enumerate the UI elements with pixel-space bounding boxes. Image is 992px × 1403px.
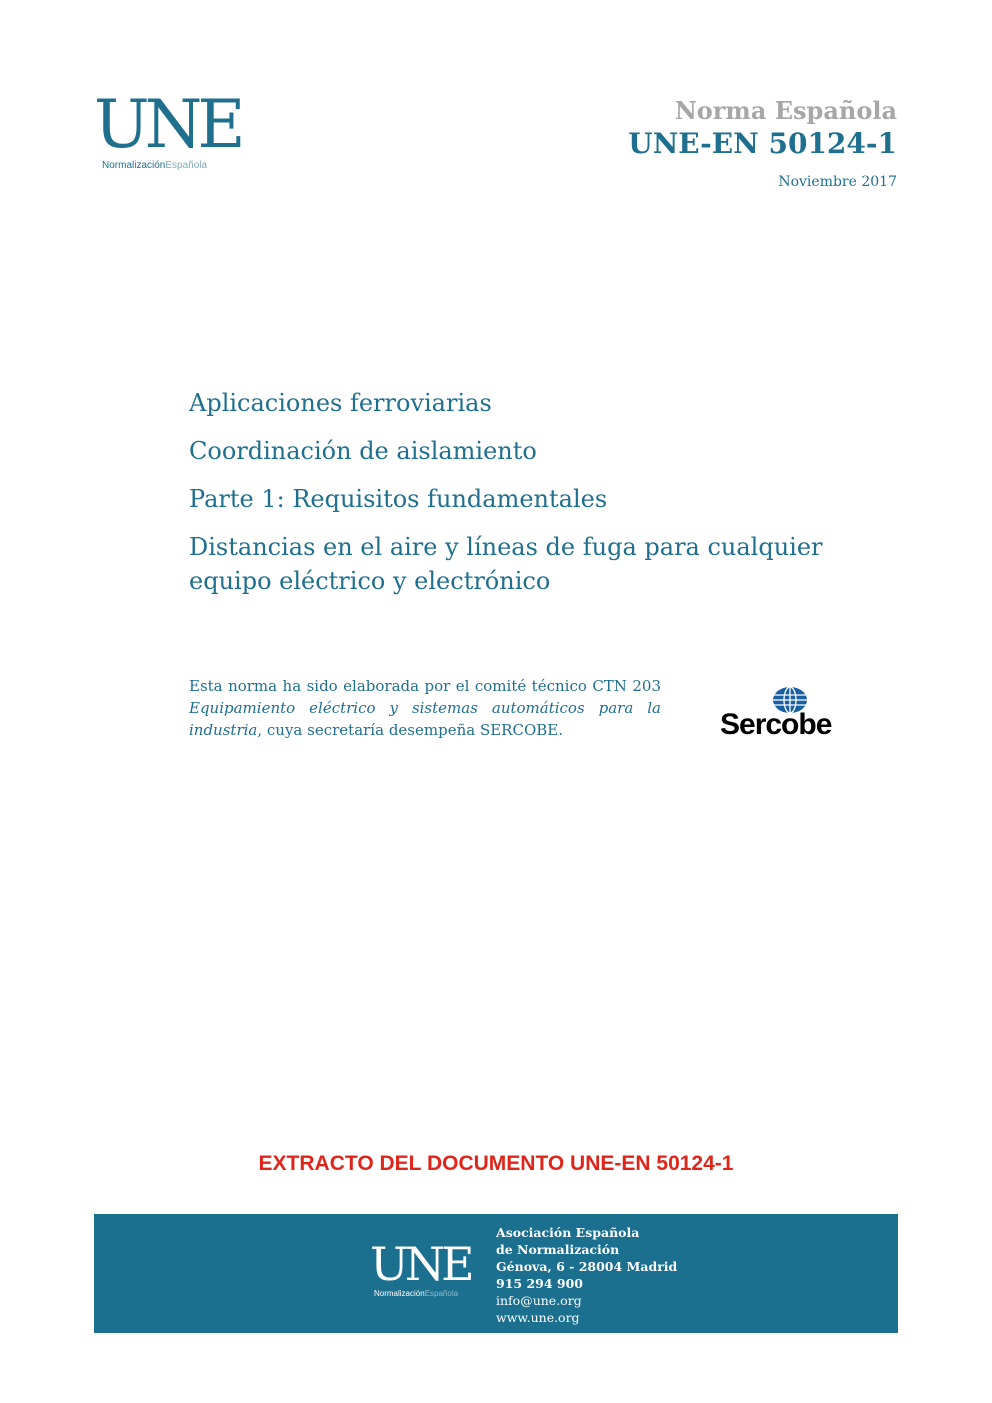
publication-date: Noviembre 2017 — [778, 174, 897, 190]
org-name-line1: Asociación Española — [496, 1225, 640, 1240]
title-line: Aplicaciones ferroviarias — [189, 389, 492, 417]
org-name-line2: de Normalización — [496, 1242, 620, 1257]
footer-logo-mark: UNE — [370, 1237, 471, 1291]
title-line: Coordinación de aislamiento — [189, 437, 537, 465]
org-address: Génova, 6 - 28004 Madrid — [496, 1259, 678, 1274]
sercobe-wordmark: Sercobe — [720, 708, 832, 741]
org-website[interactable]: www.une.org — [496, 1310, 580, 1325]
footer-contact — [496, 1224, 677, 1326]
extract-label: EXTRACTO DEL DOCUMENTO UNE-EN 50124-1 — [258, 1152, 734, 1175]
title-line: Distancias en el aire y líneas de fuga para cualquier equipo eléctrico y electrónico — [189, 533, 823, 595]
standard-header — [628, 96, 897, 190]
document-titles — [189, 386, 869, 612]
standard-code: UNE-EN 50124-1 — [628, 127, 897, 160]
committee-name: Equipamiento eléctrico y sistemas automáticos para la industria — [189, 699, 661, 739]
committee-statement: Esta norma ha sido elaborada por el comité técnico CTN 203 Equipamiento eléctrico y sistemas automáticos para la industria, cuya secretaría desempeña SERCOBE. — [189, 677, 661, 739]
footer-band — [94, 1214, 898, 1333]
une-logo — [94, 86, 244, 171]
une-logo-subtitle: NormalizaciónEspañola — [102, 160, 208, 171]
footer-une-logo — [370, 1237, 471, 1298]
sercobe-logo — [720, 686, 865, 746]
norma-label: Norma Española — [674, 96, 897, 125]
org-email[interactable]: info@une.org — [496, 1293, 582, 1308]
footer-logo-subtitle: NormalizaciónEspañola — [374, 1289, 459, 1298]
org-phone: 915 294 900 — [496, 1276, 583, 1291]
title-line: Parte 1: Requisitos fundamentales — [189, 485, 608, 513]
une-logo-mark: UNE — [94, 86, 241, 163]
